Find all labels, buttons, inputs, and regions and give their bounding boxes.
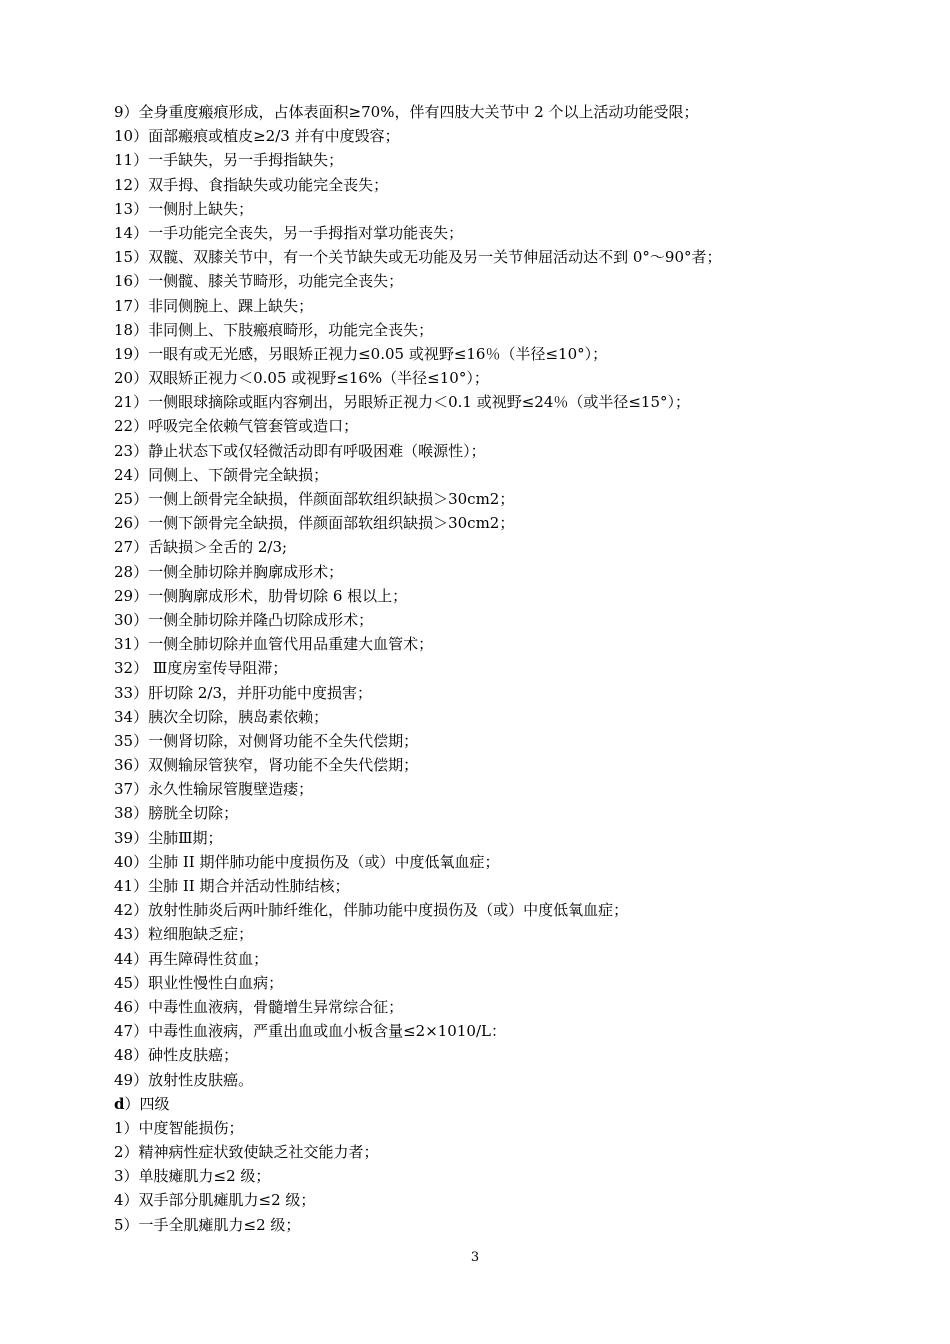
list-item: 4）双手部分肌瘫肌力≤2 级； <box>114 1191 316 1210</box>
list-item: 43）粒细胞缺乏症； <box>114 925 254 944</box>
list-item: 16）一侧髋、膝关节畸形，功能完全丧失； <box>114 272 404 291</box>
section-letter: d <box>114 1094 125 1113</box>
list-item: 45）职业性慢性白血病； <box>114 973 284 992</box>
list-item: 31）一侧全肺切除并血管代用品重建大血管术； <box>114 635 434 654</box>
list-item: 38）膀胱全切除； <box>114 804 239 823</box>
list-item: 11）一手缺失，另一手拇指缺失； <box>114 151 344 170</box>
list-item: 33）肝切除 2/3，并肝功能中度损害； <box>114 683 372 702</box>
list-item: 26）一侧下颌骨完全缺损，伴颜面部软组织缺损＞30cm2； <box>114 514 515 533</box>
list-item: 24）同侧上、下颌骨完全缺损； <box>114 465 329 484</box>
list-item: 34）胰次全切除，胰岛素依赖； <box>114 707 329 726</box>
disability-items-level4 <box>114 1116 914 1237</box>
list-item: 15）双髋、双膝关节中，有一个关节缺失或无功能及另一关节伸屈活动达不到 0°～90°者； <box>114 248 722 267</box>
list-item: 22）呼吸完全依赖气管套管或造口； <box>114 417 359 436</box>
list-item: 18）非同侧上、下肢瘢痕畸形，功能完全丧失； <box>114 320 434 339</box>
list-item: 49）放射性皮肤癌。 <box>114 1070 254 1089</box>
list-item: 46）中毒性血液病，骨髓增生异常综合征； <box>114 997 404 1016</box>
list-item: 20）双眼矫正视力＜0.05 或视野≤16%（半径≤10°）； <box>114 369 489 388</box>
list-item: 14）一手功能完全丧失，另一手拇指对掌功能丧失； <box>114 223 464 242</box>
list-item: 39）尘肺Ⅲ期； <box>114 828 223 847</box>
list-item: 44）再生障碍性贫血； <box>114 949 269 968</box>
list-item: 36）双侧输尿管狭窄，肾功能不全失代偿期； <box>114 756 419 775</box>
list-item: 25）一侧上颌骨完全缺损，伴颜面部软组织缺损＞30cm2； <box>114 490 515 508</box>
list-item: 10）面部瘢痕或植皮≥2/3 并有中度毁容； <box>114 127 400 146</box>
disability-items-level3 <box>114 100 914 1092</box>
page-number: 3 <box>470 1250 480 1265</box>
list-item: 30）一侧全肺切除并隆凸切除成形术； <box>114 610 374 629</box>
list-item: 1）中度智能损伤； <box>114 1118 244 1137</box>
list-item: 21）一侧眼球摘除或眶内容剜出，另眼矫正视力＜0.1 或视野≤24％（或半径≤15°）； <box>114 393 691 412</box>
section-heading-level4 <box>114 1092 914 1116</box>
list-item: 27）舌缺损＞全舌的 2/3; <box>114 538 288 557</box>
list-item: 32） Ⅲ度房室传导阻滞； <box>114 659 288 678</box>
list-item: 28）一侧全肺切除并胸廓成形术； <box>114 562 344 581</box>
list-item: 35）一侧肾切除，对侧肾功能不全失代偿期； <box>114 731 419 750</box>
section-title: ）四级 <box>124 1094 170 1113</box>
list-item: 42）放射性肺炎后两叶肺纤维化，伴肺功能中度损伤及（或）中度低氧血症； <box>114 901 629 920</box>
list-item: 47）中毒性血液病，严重出血或血小板含量≤2×1010/L： <box>114 1022 506 1041</box>
list-item: 23）静止状态下或仅轻微活动即有呼吸困难（喉源性）； <box>114 441 486 460</box>
list-item: 29）一侧胸廓成形术，肋骨切除 6 根以上； <box>114 586 408 605</box>
list-item: 5）一手全肌瘫肌力≤2 级； <box>114 1215 301 1234</box>
list-item: 40）尘肺 II 期伴肺功能中度损伤及（或）中度低氧血症； <box>114 852 500 871</box>
document-body <box>114 100 914 1237</box>
list-item: 9）全身重度瘢痕形成，占体表面积≥70%，伴有四肢大关节中 2 个以上活动功能受限； <box>114 103 699 121</box>
list-item: 37）永久性输尿管腹壁造瘘； <box>114 780 314 799</box>
list-item: 19）一眼有或无光感，另眼矫正视力≤0.05 或视野≤16％（半径≤10°）； <box>114 344 608 363</box>
list-item: 12）双手拇、食指缺失或功能完全丧失； <box>114 175 389 194</box>
list-item: 13）一侧肘上缺失； <box>114 199 254 218</box>
list-item: 17）非同侧腕上、踝上缺失； <box>114 296 314 315</box>
list-item: 48）砷性皮肤癌； <box>114 1046 239 1065</box>
list-item: 2）精神病性症状致使缺乏社交能力者； <box>114 1143 379 1162</box>
list-item: 41）尘肺 II 期合并活动性肺结核； <box>114 877 350 895</box>
list-item: 3）单肢瘫肌力≤2 级； <box>114 1167 271 1186</box>
